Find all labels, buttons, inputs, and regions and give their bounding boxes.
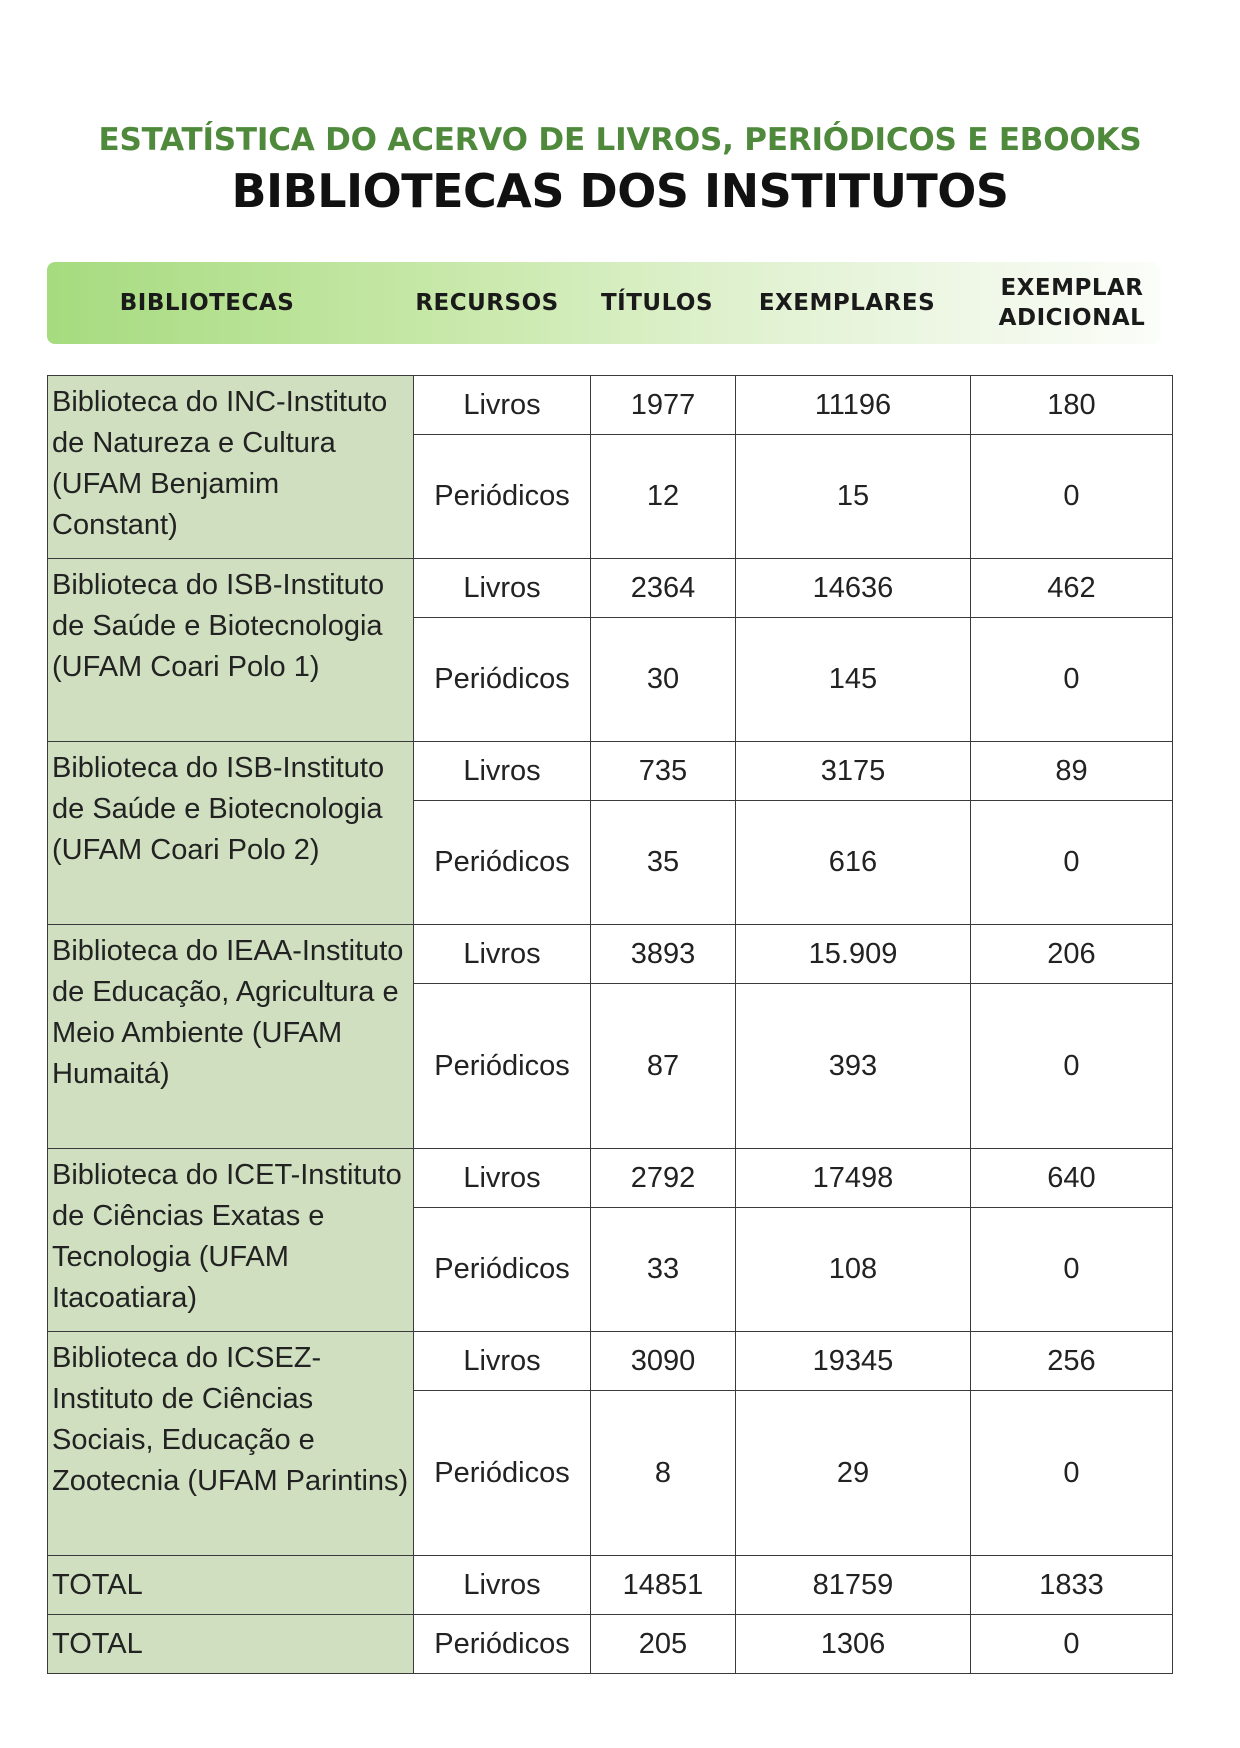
recurso-cell: Periódicos (414, 801, 591, 925)
titulos-cell: 3893 (591, 925, 736, 984)
titulos-cell: 3090 (591, 1332, 736, 1391)
titulos-cell: 12 (591, 435, 736, 559)
table-row (48, 742, 1173, 801)
exemplares-cell: 29 (736, 1391, 971, 1556)
table-header-bar (47, 262, 1160, 344)
recurso-cell: Livros (414, 925, 591, 984)
adicional-cell: 462 (971, 559, 1173, 618)
exemplares-cell: 81759 (736, 1556, 971, 1615)
adicional-cell: 0 (971, 618, 1173, 742)
library-name-cell: Biblioteca do INC-Instituto de Natureza e Cultura (UFAM Benjamim Constant) (48, 376, 414, 559)
library-name-cell: Biblioteca do ISB-Instituto de Saúde e Biotecnologia (UFAM Coari Polo 2) (48, 742, 414, 925)
library-name-cell: Biblioteca do ISB-Instituto de Saúde e Biotecnologia (UFAM Coari Polo 1) (48, 559, 414, 742)
titulos-cell: 2792 (591, 1149, 736, 1208)
recurso-cell: Livros (414, 1332, 591, 1391)
recurso-cell: Livros (414, 376, 591, 435)
recurso-cell: Periódicos (414, 1391, 591, 1556)
adicional-cell: 180 (971, 376, 1173, 435)
titulos-cell: 35 (591, 801, 736, 925)
exemplares-cell: 145 (736, 618, 971, 742)
page-title: BIBLIOTECAS DOS INSTITUTOS (231, 164, 1009, 218)
adicional-cell: 640 (971, 1149, 1173, 1208)
titulos-cell: 1977 (591, 376, 736, 435)
page-subtitle: ESTATÍSTICA DO ACERVO DE LIVROS, PERIÓDICOS E EBOOKS (98, 122, 1142, 158)
table-row (48, 1149, 1173, 1208)
header-recursos: RECURSOS (415, 290, 559, 316)
titulos-cell: 735 (591, 742, 736, 801)
exemplares-cell: 17498 (736, 1149, 971, 1208)
recurso-cell: Livros (414, 559, 591, 618)
library-name-cell: Biblioteca do IEAA-Instituto de Educação, Agricultura e Meio Ambiente (UFAM Humaitá) (48, 925, 414, 1149)
adicional-cell: 89 (971, 742, 1173, 801)
exemplares-cell: 14636 (736, 559, 971, 618)
recurso-cell: Livros (414, 742, 591, 801)
adicional-cell: 0 (971, 984, 1173, 1149)
titulos-cell: 205 (591, 1615, 736, 1674)
adicional-cell: 0 (971, 435, 1173, 559)
table-row (48, 925, 1173, 984)
adicional-cell: 0 (971, 801, 1173, 925)
exemplares-cell: 1306 (736, 1615, 971, 1674)
titulos-cell: 2364 (591, 559, 736, 618)
table-row (48, 376, 1173, 435)
acervo-table (47, 375, 1173, 1674)
header-titulos: TÍTULOS (600, 290, 714, 316)
total-row (48, 1556, 1173, 1615)
adicional-cell: 1833 (971, 1556, 1173, 1615)
recurso-cell: Periódicos (414, 435, 591, 559)
titulos-cell: 14851 (591, 1556, 736, 1615)
adicional-cell: 206 (971, 925, 1173, 984)
table-row (48, 1332, 1173, 1391)
header-bibliotecas: BIBLIOTECAS (119, 290, 295, 316)
exemplares-cell: 616 (736, 801, 971, 925)
exemplares-cell: 11196 (736, 376, 971, 435)
recurso-cell: Periódicos (414, 1208, 591, 1332)
titulos-cell: 8 (591, 1391, 736, 1556)
header-exemplares: EXEMPLARES (758, 290, 936, 316)
total-row (48, 1615, 1173, 1674)
recurso-cell: Livros (414, 1556, 591, 1615)
adicional-cell: 256 (971, 1332, 1173, 1391)
titulos-cell: 33 (591, 1208, 736, 1332)
header-exemplar-adicional: EXEMPLAR ADICIONAL (998, 275, 1146, 331)
recurso-cell: Livros (414, 1149, 591, 1208)
recurso-cell: Periódicos (414, 984, 591, 1149)
library-name-cell: Biblioteca do ICSEZ-Instituto de Ciências Sociais, Educação e Zootecnia (UFAM Parintins) (48, 1332, 414, 1556)
adicional-cell: 0 (971, 1615, 1173, 1674)
recurso-cell: Periódicos (414, 618, 591, 742)
adicional-cell: 0 (971, 1208, 1173, 1332)
table-row (48, 559, 1173, 618)
exemplares-cell: 3175 (736, 742, 971, 801)
exemplares-cell: 393 (736, 984, 971, 1149)
titulos-cell: 30 (591, 618, 736, 742)
recurso-cell: Periódicos (414, 1615, 591, 1674)
exemplares-cell: 19345 (736, 1332, 971, 1391)
total-label-cell: TOTAL (48, 1556, 414, 1615)
library-name-cell: Biblioteca do ICET-Instituto de Ciências Exatas e Tecnologia (UFAM Itacoatiara) (48, 1149, 414, 1332)
exemplares-cell: 15.909 (736, 925, 971, 984)
exemplares-cell: 15 (736, 435, 971, 559)
total-label-cell: TOTAL (48, 1615, 414, 1674)
titulos-cell: 87 (591, 984, 736, 1149)
adicional-cell: 0 (971, 1391, 1173, 1556)
exemplares-cell: 108 (736, 1208, 971, 1332)
